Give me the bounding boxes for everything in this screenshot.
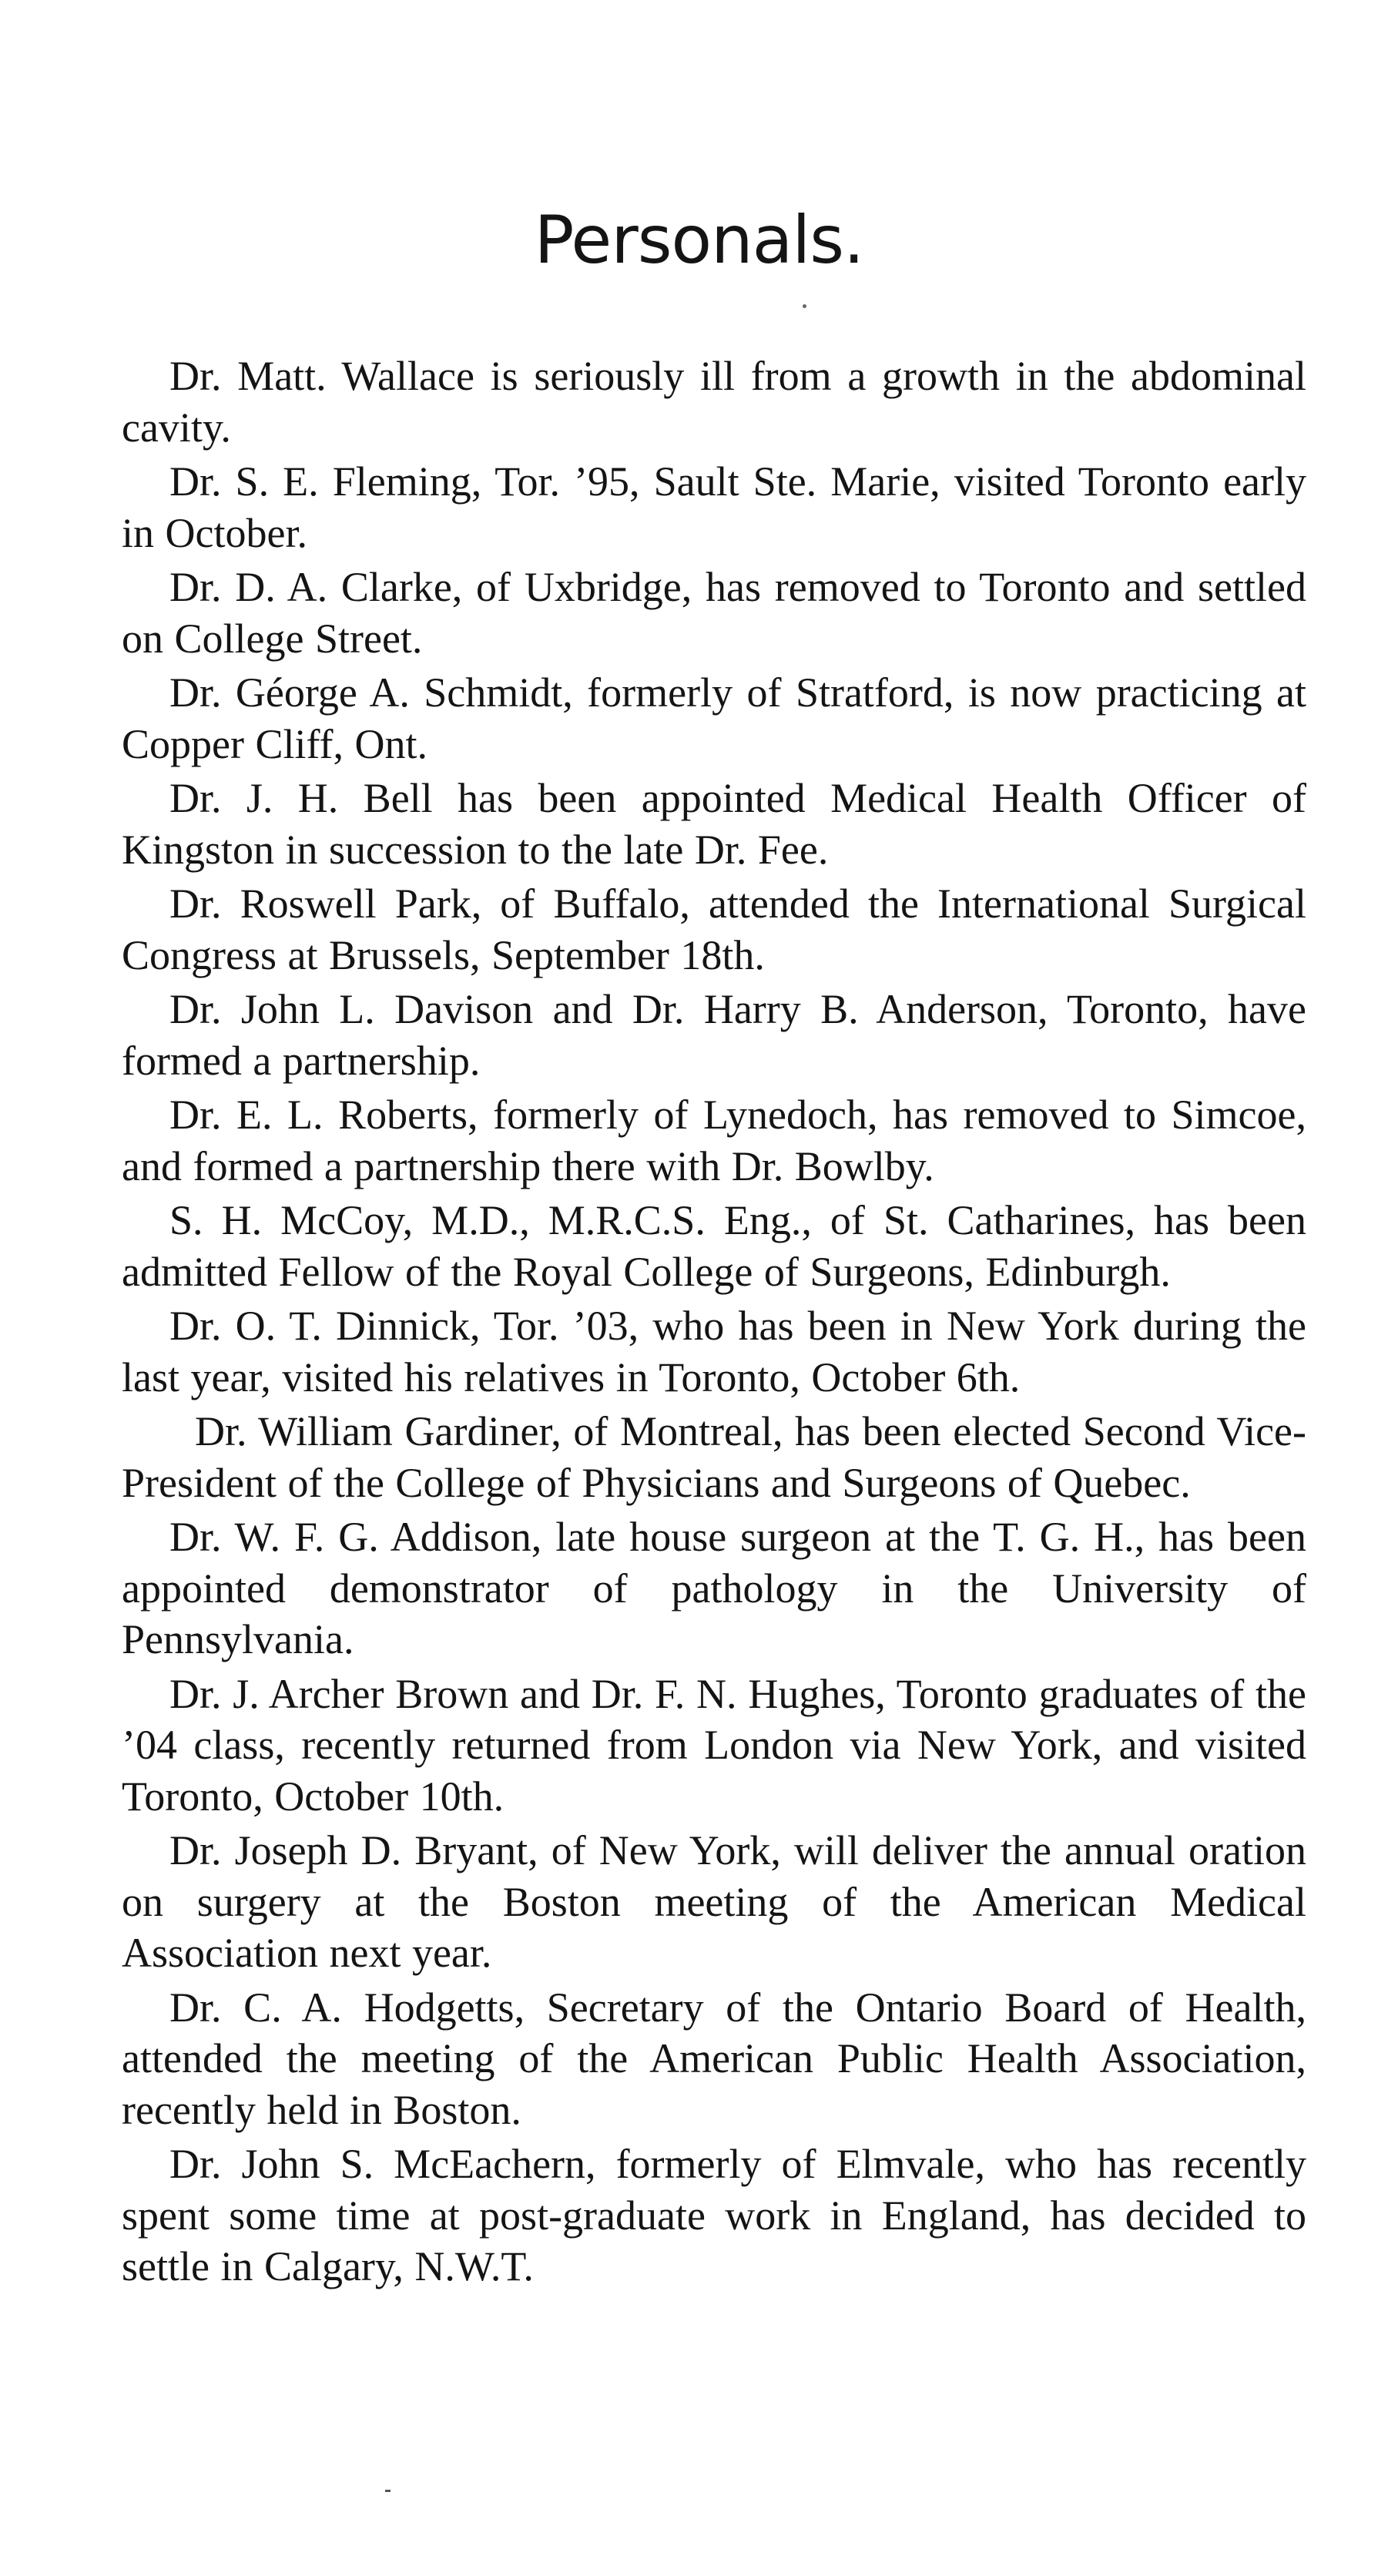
title-separator-dot — [803, 304, 806, 308]
personal-item: S. H. McCoy, M.D., M.R.C.S. Eng., of St. Catharines, has been admitted Fellow of the Royal College of Surgeons, Edinburgh. — [122, 1197, 1306, 1295]
personal-item: Dr. William Gardiner, of Montreal, has been elected Second Vice-President of the College of Physicians and Surgeons of Quebec. — [122, 1408, 1306, 1506]
personal-item: Dr. Matt. Wallace is seriously ill from a growth in the abdominal cavity. — [122, 353, 1306, 451]
personal-item: Dr. Roswell Park, of Buffalo, attended the International Surgical Congress at Brussels, September 18th. — [122, 880, 1306, 978]
personal-item: Dr. John L. Davison and Dr. Harry B. Anderson, Toronto, have formed a partnership. — [122, 986, 1306, 1084]
personal-item: Dr. W. F. G. Addison, late house surgeon at the T. G. H., has been appointed demonstrator of pathology in the University of Pennsylvania. — [122, 1514, 1306, 1662]
personal-item: Dr. J. H. Bell has been appointed Medical Health Officer of Kingston in succession to the late Dr. Fee. — [122, 775, 1306, 873]
personal-item: Dr. Joseph D. Bryant, of New York, will deliver the annual oration on surgery at the Boston meeting of the American Medical Association next year. — [122, 1827, 1306, 1976]
personal-item: Dr. John S. McEachern, formerly of Elmvale, who has recently spent some time at post-graduate work in England, has decided to settle in Calgary, N.W.T. — [122, 2141, 1306, 2289]
personal-item: Dr. O. T. Dinnick, Tor. ’03, who has been in New York during the last year, visited his relatives in Toronto, October 6th. — [122, 1303, 1306, 1400]
personals-column — [122, 351, 1306, 2296]
personal-item: Dr. D. A. Clarke, of Uxbridge, has removed to Toronto and settled on College Street. — [122, 564, 1306, 662]
personal-item: Dr. J. Archer Brown and Dr. F. N. Hughes, Toronto graduates of the ’04 class, recently returned from London via New York, and visited Toronto, October 10th. — [122, 1670, 1306, 1820]
personal-item: Dr. E. L. Roberts, formerly of Lynedoch, has removed to Simcoe, and formed a partnership there with Dr. Bowlby. — [122, 1092, 1306, 1189]
footer-mark — [385, 2490, 391, 2492]
personal-item: Dr. Géorge A. Schmidt, formerly of Stratford, is now practicing at Copper Cliff, Ont. — [122, 669, 1306, 767]
personal-item: Dr. S. E. Fleming, Tor. ’95, Sault Ste. Marie, visited Toronto early in October. — [122, 458, 1306, 556]
personal-item: Dr. C. A. Hodgetts, Secretary of the Ontario Board of Health, attended the meeting of the American Public Health Association, recently held in Boston. — [122, 1984, 1306, 2133]
page-title: Personals. — [534, 202, 864, 279]
